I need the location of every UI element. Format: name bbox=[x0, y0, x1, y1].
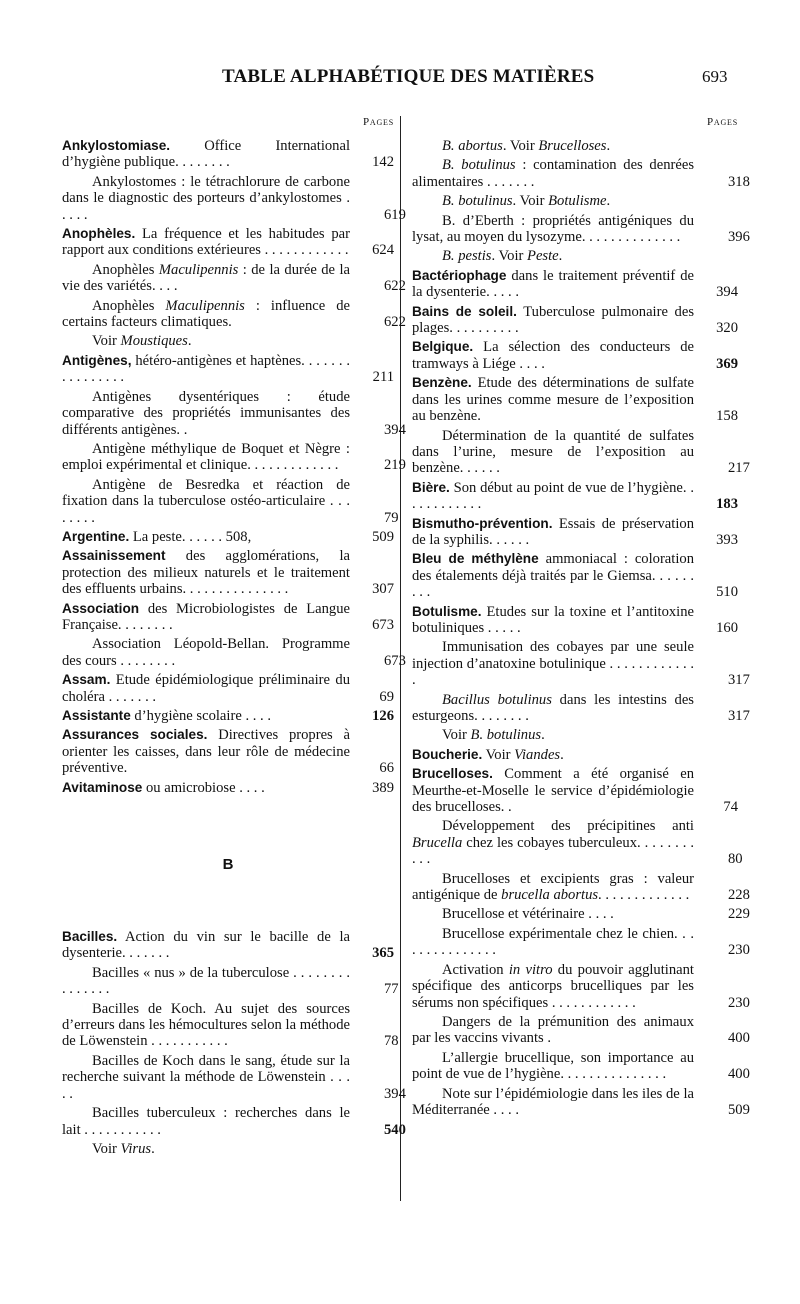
entry-page-number: 396 bbox=[728, 229, 750, 246]
entry-page-number: 229 bbox=[728, 906, 750, 923]
entry-page-number: 74 bbox=[723, 799, 738, 816]
index-entry bbox=[62, 476, 399, 526]
entry-page-number: 394 bbox=[716, 284, 738, 301]
entry-page-number: 619 bbox=[384, 206, 406, 223]
entry-text: Association Léopold-Bellan. Programme des cours . . . . . . . . bbox=[62, 636, 350, 669]
page-number: 693 bbox=[702, 67, 728, 86]
entry-page-number: 624 bbox=[372, 242, 394, 259]
entry-page-number: 230 bbox=[728, 994, 750, 1011]
index-entry bbox=[62, 440, 406, 474]
entry-heading: Assam. bbox=[62, 672, 111, 688]
index-entry bbox=[62, 353, 394, 386]
index-entry bbox=[62, 601, 394, 634]
entry-text: La fréquence et les habitudes par rapport aux conditions extérieures . . . . . . . . . . . . bbox=[62, 226, 350, 259]
index-entry bbox=[62, 388, 406, 438]
index-entry bbox=[412, 604, 738, 637]
entry-text: Action du vin sur le bacille de la dysenterie. . . . . . . bbox=[62, 929, 350, 962]
entry-page-number: 158 bbox=[716, 408, 738, 425]
index-entry bbox=[412, 766, 738, 815]
entry-page-number: 540 bbox=[384, 1121, 406, 1138]
entry-page-number: 211 bbox=[372, 369, 394, 386]
entry-heading: Ankylostomiase. bbox=[62, 138, 171, 153]
entry-heading: Brucelloses. bbox=[412, 766, 493, 782]
index-entry bbox=[62, 529, 394, 545]
index-entry bbox=[412, 1013, 750, 1047]
entry-page-number: 400 bbox=[728, 1066, 750, 1083]
entry-page-number: 142 bbox=[372, 154, 394, 171]
index-entry bbox=[62, 138, 394, 171]
entry-text: Antigène de Besredka et réaction de fixation dans la tuberculose ostéo-articulaire . . . . . . . . bbox=[62, 476, 350, 526]
entry-text: ammoniacal : coloration des étalements déjà traités par le Giemsa. . . . . . . . . bbox=[412, 551, 694, 601]
entry-text: Bacilles « nus » de la tuberculose . . . . . . . . . . . . . . . bbox=[62, 964, 350, 998]
index-entry bbox=[62, 780, 394, 796]
entry-page-number: 394 bbox=[384, 1085, 406, 1102]
entry-heading: Argentine. bbox=[62, 528, 130, 544]
index-entry bbox=[62, 548, 394, 597]
entry-text: Etude épidémiologique préliminaire du choléra . . . . . . . bbox=[62, 672, 350, 705]
entry-text: Dangers de la prémunition des animaux par les vaccins vivants . bbox=[412, 1013, 694, 1047]
entry-heading: Association bbox=[62, 600, 140, 616]
entry-heading: Bactériophage bbox=[412, 267, 507, 283]
index-entry bbox=[412, 193, 738, 209]
entry-page-number: 393 bbox=[716, 531, 738, 548]
entry-heading: Antigènes, bbox=[62, 352, 132, 368]
entry-text: B. pestis. Voir Peste. bbox=[442, 248, 563, 265]
entry-page-number: 622 bbox=[384, 278, 406, 295]
index-entry bbox=[412, 516, 738, 549]
index-entry bbox=[412, 691, 750, 725]
index-entry bbox=[62, 333, 394, 349]
entry-text: Son début au point de vue de l’hygiène. . . . . . . . . . . . bbox=[412, 479, 694, 513]
index-entry bbox=[62, 261, 406, 295]
entry-page-number: 394 bbox=[384, 421, 406, 438]
page-header bbox=[0, 66, 800, 96]
entry-page-number: 365 bbox=[372, 945, 394, 962]
entry-text: Activation in vitro du pouvoir agglutinant spécifique des anticorps brucelliques par les sérums non spécifiques . . . . . . . . . . . . bbox=[412, 961, 694, 1011]
entry-text: Bacillus botulinus dans les intestins des esturgeons. . . . . . . . bbox=[412, 691, 694, 724]
entry-heading: Belgique. bbox=[412, 339, 474, 355]
index-entry bbox=[412, 747, 738, 763]
entry-text: La peste. . . . . . 508, bbox=[129, 528, 252, 545]
entry-page-number: 509 bbox=[728, 1101, 750, 1118]
entry-text: Etudes sur la toxine et l’antitoxine botuliniques . . . . . bbox=[412, 603, 694, 636]
entry-text: ou amicrobiose . . . . bbox=[142, 779, 265, 796]
entry-text: des agglomérations, la protection des milieux naturels et le traitement des effluents urbains. . . . . . . . . . . . . . . bbox=[62, 548, 350, 598]
index-entry bbox=[412, 1049, 750, 1083]
entry-page-number: 320 bbox=[716, 320, 738, 337]
index-entry bbox=[62, 1141, 394, 1157]
entry-text: Détermination de la quantité de sulfates dans l’urine, mesure de l’exposition au benzène. . . . . . bbox=[412, 427, 694, 477]
entry-page-number: 217 bbox=[728, 460, 750, 477]
index-section-b bbox=[62, 929, 406, 1157]
entry-heading: Avitaminose bbox=[62, 779, 143, 795]
entry-page-number: 400 bbox=[728, 1030, 750, 1047]
index-entry bbox=[412, 1085, 750, 1119]
entry-text: L’allergie brucellique, son importance au point de vue de l’hygiène. . . . . . . . . . . . . . . bbox=[412, 1049, 694, 1083]
entry-page-number: 79 bbox=[384, 509, 399, 526]
index-entry bbox=[412, 339, 738, 372]
entry-heading: Anophèles. bbox=[62, 226, 136, 242]
entry-text: Développement des précipitines anti Brucella chez les cobayes tuberculeux. . . . . . . . . . . bbox=[412, 818, 694, 868]
index-entry bbox=[412, 870, 750, 904]
index-entry bbox=[412, 818, 743, 868]
entry-page-number: 318 bbox=[728, 173, 750, 190]
entry-heading: Bière. bbox=[412, 479, 450, 495]
entry-text: Brucellose expérimentale chez le chien. . . . . . . . . . . . . . . bbox=[412, 925, 694, 959]
entry-page-number: 160 bbox=[716, 619, 738, 636]
index-entry bbox=[62, 727, 394, 776]
index-entry bbox=[62, 173, 406, 223]
index-entry bbox=[62, 297, 406, 331]
entry-page-number: 219 bbox=[384, 457, 406, 474]
entry-text: Antigènes dysentériques : étude comparative des propriétés immunisantes des différents antigènes. . bbox=[62, 388, 350, 438]
entry-text: B. botulinus : contamination des denrées alimentaires . . . . . . . bbox=[412, 157, 695, 190]
entry-text: Office International d’hygiène publique. . . . . . . . bbox=[62, 138, 350, 171]
entry-page-number: 230 bbox=[728, 942, 750, 959]
index-entry bbox=[62, 672, 394, 705]
index-section-a bbox=[62, 138, 406, 796]
entry-heading: Assainissement bbox=[62, 548, 166, 564]
entry-page-number: 317 bbox=[728, 672, 750, 689]
entry-text: La sélection des conducteurs de tramways à Liége . . . . bbox=[412, 339, 694, 372]
index-entry bbox=[62, 929, 394, 962]
entry-text: Etude des déterminations de sulfate dans les urines comme mesure de l’exposition au benzène. bbox=[412, 375, 694, 425]
pages-label: Pages bbox=[706, 116, 738, 128]
entry-text: Directives propres à orienter les caisses, dans leur rôle de médecine préventive. bbox=[62, 727, 350, 777]
entry-page-number: 228 bbox=[728, 887, 750, 904]
entry-text: Voir Moustiques. bbox=[92, 333, 192, 350]
index-entry bbox=[412, 961, 750, 1011]
entry-page-number: 183 bbox=[716, 496, 738, 513]
entry-text: Ankylostomes : le tétrachlorure de carbone dans le diagnostic des porteurs d’ankylostomes . . . . . bbox=[62, 173, 350, 223]
entry-heading: Bismutho-prévention. bbox=[412, 515, 553, 531]
index-entry bbox=[62, 1105, 406, 1138]
index-entry bbox=[412, 427, 750, 477]
entry-text: Voir Virus. bbox=[92, 1140, 155, 1157]
entry-page-number: 126 bbox=[372, 708, 394, 724]
index-entry bbox=[62, 1000, 399, 1050]
entry-page-number: 69 bbox=[379, 688, 394, 705]
index-entry bbox=[412, 906, 750, 923]
entry-text: Note sur l’épidémiologie dans les iles de la Méditerranée . . . . bbox=[412, 1085, 694, 1118]
entry-heading: Assistante bbox=[62, 708, 131, 723]
entry-heading: Bacilles. bbox=[62, 929, 118, 945]
entry-text: B. abortus. Voir Brucelloses. bbox=[442, 138, 611, 154]
entry-page-number: 389 bbox=[372, 779, 394, 796]
entry-text: Voir B. botulinus. bbox=[442, 727, 545, 744]
entry-page-number: 509 bbox=[372, 528, 394, 545]
entry-page-number: 78 bbox=[384, 1033, 399, 1050]
index-entry bbox=[62, 708, 394, 724]
index-entry bbox=[412, 248, 738, 264]
entry-page-number: 510 bbox=[716, 584, 738, 601]
entry-text: Bacilles de Koch. Au sujet des sources d’erreurs dans les hémocultures selon la méthode de Löwenstein . . . . . . . . . . . bbox=[62, 1000, 350, 1050]
entry-text: Brucelloses et excipients gras : valeur antigénique de brucella abortus. . . . . . . . . . . . . bbox=[412, 870, 694, 904]
entry-text: Bacilles tuberculeux : recherches dans le lait . . . . . . . . . . . bbox=[62, 1105, 350, 1138]
entry-text: B. d’Eberth : propriétés antigéniques du lysat, au moyen du lysozyme. . . . . . . . . . . . . . bbox=[412, 212, 694, 246]
index-entry bbox=[62, 226, 394, 259]
entry-page-number: 307 bbox=[372, 581, 394, 598]
index-entry bbox=[412, 480, 738, 513]
entry-page-number: 317 bbox=[728, 708, 750, 724]
entry-text: Anophèles Maculipennis : de la durée de la vie des variétés. . . . bbox=[62, 261, 350, 295]
entry-text: Bacilles de Koch dans le sang, étude sur la recherche suivant la méthode de Löwenstein . . . . . bbox=[62, 1052, 350, 1102]
index-entry bbox=[62, 964, 399, 998]
entry-text: Voir Viandes. bbox=[482, 746, 564, 763]
index-entry bbox=[412, 925, 750, 959]
entry-text: hétéro-antigènes et haptènes. . . . . . . . . . . . . . . . bbox=[62, 352, 350, 386]
entry-text: dans le traitement préventif de la dysenterie. . . . . bbox=[412, 267, 694, 301]
entry-heading: Assurances sociales. bbox=[62, 727, 208, 743]
entry-text: Comment a été organisé en Meurthe-et-Moselle le service d’épidémiologie des brucelloses. . bbox=[412, 766, 694, 816]
index-entry bbox=[412, 212, 750, 246]
entry-heading: Boucherie. bbox=[412, 746, 483, 762]
entry-heading: Bains de soleil. bbox=[412, 303, 517, 319]
entry-text: d’hygiène scolaire . . . . bbox=[130, 708, 271, 724]
entry-text: B. botulinus. Voir Botulisme. bbox=[442, 193, 611, 210]
entry-page-number: 80 bbox=[728, 851, 743, 868]
entry-text: Essais de préservation de la syphilis. . . . . . bbox=[412, 515, 694, 548]
index-entry bbox=[412, 157, 750, 190]
entry-text: Tuberculose pulmonaire des plages. . . . . . . . . . bbox=[412, 303, 695, 337]
index-entry bbox=[412, 639, 750, 689]
right-column bbox=[412, 116, 750, 1121]
running-title: TABLE ALPHABÉTIQUE DES MATIÈRES bbox=[222, 66, 595, 87]
index-section-b-continued bbox=[412, 138, 750, 1118]
entry-text: Immunisation des cobayes par une seule injection d’anatoxine botulinique . . . . . . . . . . . . . bbox=[412, 639, 694, 689]
entry-heading: Benzène. bbox=[412, 375, 472, 391]
entry-page-number: 77 bbox=[384, 981, 399, 998]
index-entry bbox=[62, 1052, 406, 1102]
entry-page-number: 673 bbox=[372, 616, 394, 633]
entry-page-number: 369 bbox=[716, 355, 738, 372]
entry-heading: Botulisme. bbox=[412, 603, 482, 619]
entry-page-number: 673 bbox=[384, 652, 406, 669]
index-entry bbox=[412, 268, 738, 301]
index-entry bbox=[412, 304, 738, 337]
left-column bbox=[62, 116, 406, 1160]
index-entry bbox=[412, 375, 738, 424]
pages-label: Pages bbox=[362, 116, 394, 128]
entry-page-number: 66 bbox=[379, 760, 394, 777]
entry-text: Anophèles Maculipennis : influence de certains facteurs climatiques. bbox=[62, 297, 350, 331]
entry-heading: Bleu de méthylène bbox=[412, 551, 539, 567]
entry-text: Antigène méthylique de Boquet et Nègre : emploi expérimental et clinique. . . . . . . . . . . . . bbox=[62, 440, 350, 474]
entry-text: Brucellose et vétérinaire . . . . bbox=[442, 906, 614, 923]
index-entry bbox=[412, 551, 738, 600]
entry-page-number: 622 bbox=[384, 314, 406, 331]
index-entry bbox=[412, 727, 738, 743]
index-entry bbox=[62, 636, 406, 669]
index-entry bbox=[412, 138, 738, 154]
entry-text: des Microbiologistes de Langue Française. . . . . . . . bbox=[62, 600, 350, 633]
section-letter: B bbox=[222, 856, 234, 874]
